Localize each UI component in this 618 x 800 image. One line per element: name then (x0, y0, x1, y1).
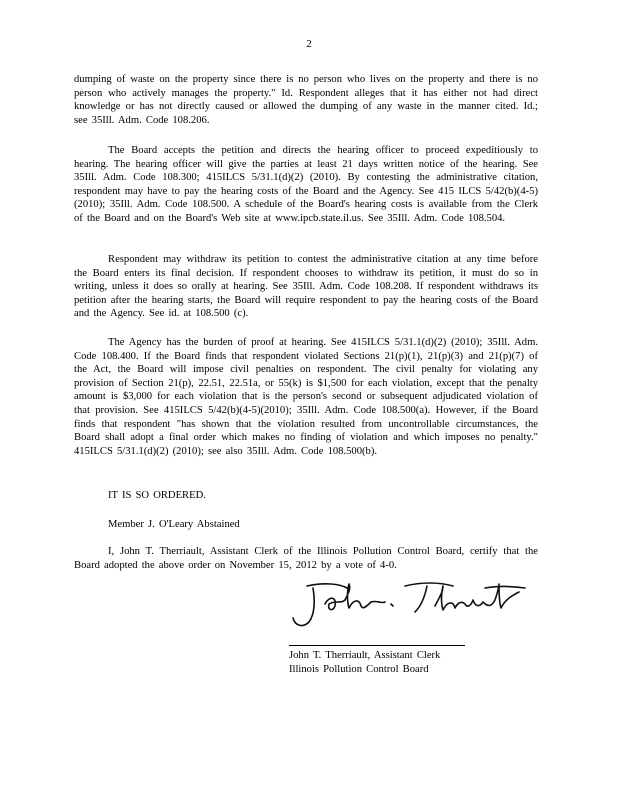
paragraph-burden (74, 336, 538, 458)
paragraph-withdraw (74, 253, 538, 321)
page-number: 2 (306, 38, 312, 50)
paragraph-dumping (74, 73, 538, 127)
paragraph-text: The Agency has the burden of proof at hearing. See 415ILCS 5/31.1(d)(2) (2010); 35Ill. Adm. Code 108.400. If the Board finds that respondent violated Sections 21(p)(1), 21(p)(3) and 21(p)(7) of the Act, the Board will impose civil penalties on respondent. The civil penalty for violating any provision of Section 21(p), 22.51, 22.51a, or 55(k) is $1,500 for each violation, except that the penalty amount is $3,000 for each violation that is the person's second or subsequent adjudicated violation of that provision. See 415ILCS 5/42(b)(4-5)(2010); 35Ill. Adm. Code 108.500(a). However, if the Board finds that respondent "has shown that the violation resulted from uncontrollable circumstances, the Board shall adopt a final order which makes no finding of violation and which imposes no penalty." 415ILCS 5/31.1(d)(2) (2010); see also 35Ill. Adm. Code 108.500(b). (74, 337, 538, 457)
signatory-organization: Illinois Pollution Control Board (289, 664, 429, 675)
paragraph-text: Respondent may withdraw its petition to contest the administrative citation at any time before the Board enters its final decision. If respondent chooses to withdraw its petition, it must do so in writing, unless it does so orally at hearing. See 35Ill. Adm. Code 108.208. If respondent withdraws its petition after the hearing starts, the Board will require respondent to pay the hearing costs of the Board and the Agency. See id. at 108.500 (c). (74, 254, 538, 320)
abstention-note: Member J. O'Leary Abstained (108, 519, 240, 530)
handwritten-signature (285, 578, 535, 633)
paragraph-text: The Board accepts the petition and directs the hearing officer to proceed expeditiously to hearing. The hearing officer will give the parties at least 21 days written notice of the hearing. See 35Ill. Adm. Code 108.300; 415ILCS 5/31.1(d)(2) (2010). By contesting the administrative citation, respondent may have to pay the hearing costs of the Board and the Agency. See 415 ILCS 5/42(b)(4-5)(2010); 35Ill. Adm. Code 108.500. A schedule of the Board's hearing costs is available from the Clerk of the Board and on the Board's Web site at www.ipcb.state.il.us. See 35Ill. Adm. Code 108.504. (74, 145, 538, 224)
paragraph-hearing (74, 144, 538, 226)
certification-paragraph (74, 545, 538, 572)
certification-text: I, John T. Therriault, Assistant Clerk of the Illinois Pollution Control Board, certify that the Board adopted the above order on November 15, 2012 by a vote of 4-0. (74, 546, 538, 571)
signature-line (289, 645, 465, 646)
so-ordered: IT IS SO ORDERED. (108, 490, 206, 501)
paragraph-text: dumping of waste on the property since there is no person who lives on the property and there is no person who actively manages the property." Id. Respondent alleges that it has either not had direct knowledge or has not directly caused or allowed the dumping of any waste in the manner cited. Id.; see 35Ill. Adm. Code 108.206. (74, 74, 538, 126)
signatory-name-title: John T. Therriault, Assistant Clerk (289, 650, 441, 661)
